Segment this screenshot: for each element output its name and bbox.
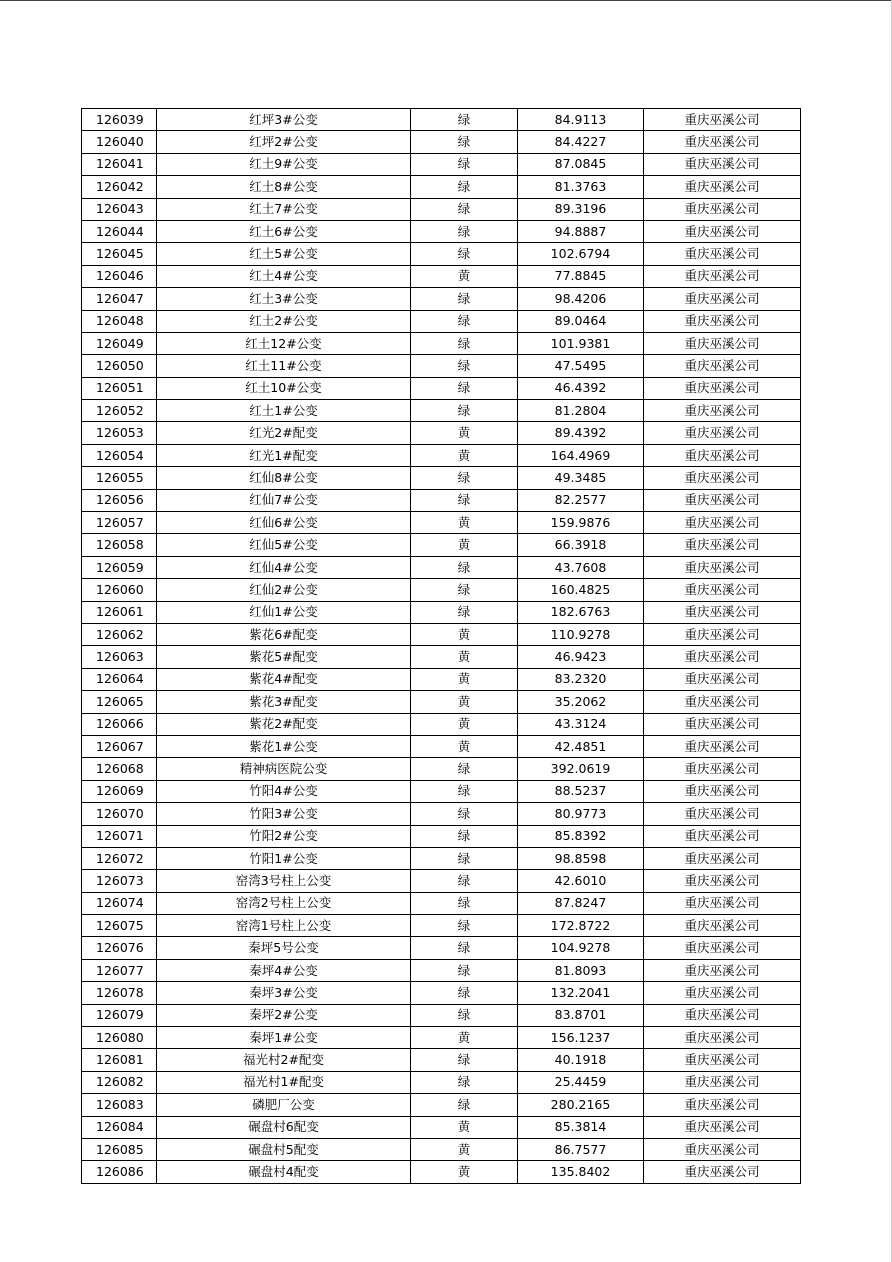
id-cell: 126049	[82, 332, 157, 354]
company-cell: 重庆巫溪公司	[644, 847, 801, 869]
value-cell: 42.6010	[518, 870, 644, 892]
transformer-name-cell: 红土9#公变	[157, 153, 411, 175]
page-top-border	[0, 0, 892, 1]
id-cell: 126076	[82, 937, 157, 959]
status-color-cell: 黄	[411, 646, 518, 668]
value-cell: 94.8887	[518, 220, 644, 242]
table-row	[82, 803, 801, 825]
company-cell: 重庆巫溪公司	[644, 265, 801, 287]
company-cell: 重庆巫溪公司	[644, 1049, 801, 1071]
transformer-name-cell: 红土6#公变	[157, 220, 411, 242]
transformer-name-cell: 福光村2#配变	[157, 1049, 411, 1071]
transformer-name-cell: 紫花5#配变	[157, 646, 411, 668]
company-cell: 重庆巫溪公司	[644, 377, 801, 399]
value-cell: 101.9381	[518, 332, 644, 354]
company-cell: 重庆巫溪公司	[644, 668, 801, 690]
table-row	[82, 691, 801, 713]
id-cell: 126044	[82, 220, 157, 242]
value-cell: 182.6763	[518, 601, 644, 623]
id-cell: 126067	[82, 735, 157, 757]
status-color-cell: 绿	[411, 1071, 518, 1093]
id-cell: 126052	[82, 400, 157, 422]
company-cell: 重庆巫溪公司	[644, 332, 801, 354]
company-cell: 重庆巫溪公司	[644, 579, 801, 601]
id-cell: 126070	[82, 803, 157, 825]
table-row	[82, 556, 801, 578]
status-color-cell: 绿	[411, 377, 518, 399]
value-cell: 172.8722	[518, 915, 644, 937]
status-color-cell: 黄	[411, 623, 518, 645]
table-row	[82, 623, 801, 645]
company-cell: 重庆巫溪公司	[644, 1004, 801, 1026]
table-row	[82, 1094, 801, 1116]
id-cell: 126039	[82, 109, 157, 131]
value-cell: 66.3918	[518, 534, 644, 556]
status-color-cell: 绿	[411, 332, 518, 354]
status-color-cell: 绿	[411, 467, 518, 489]
id-cell: 126053	[82, 422, 157, 444]
transformer-name-cell: 窑湾3号柱上公变	[157, 870, 411, 892]
id-cell: 126077	[82, 959, 157, 981]
status-color-cell: 绿	[411, 556, 518, 578]
table-row	[82, 847, 801, 869]
table-row	[82, 1161, 801, 1183]
table-row	[82, 1071, 801, 1093]
id-cell: 126081	[82, 1049, 157, 1071]
id-cell: 126064	[82, 668, 157, 690]
company-cell: 重庆巫溪公司	[644, 1071, 801, 1093]
id-cell: 126059	[82, 556, 157, 578]
table-row	[82, 1138, 801, 1160]
id-cell: 126048	[82, 310, 157, 332]
status-color-cell: 绿	[411, 758, 518, 780]
id-cell: 126061	[82, 601, 157, 623]
value-cell: 164.4969	[518, 444, 644, 466]
id-cell: 126050	[82, 355, 157, 377]
id-cell: 126057	[82, 512, 157, 534]
table-row	[82, 422, 801, 444]
company-cell: 重庆巫溪公司	[644, 534, 801, 556]
table-body	[82, 109, 801, 1184]
id-cell: 126072	[82, 847, 157, 869]
id-cell: 126060	[82, 579, 157, 601]
transformer-name-cell: 紫花3#配变	[157, 691, 411, 713]
company-cell: 重庆巫溪公司	[644, 915, 801, 937]
status-color-cell: 绿	[411, 847, 518, 869]
transformer-name-cell: 红仙6#公变	[157, 512, 411, 534]
company-cell: 重庆巫溪公司	[644, 444, 801, 466]
company-cell: 重庆巫溪公司	[644, 109, 801, 131]
status-color-cell: 黄	[411, 534, 518, 556]
transformer-name-cell: 红土10#公变	[157, 377, 411, 399]
status-color-cell: 绿	[411, 959, 518, 981]
id-cell: 126073	[82, 870, 157, 892]
company-cell: 重庆巫溪公司	[644, 982, 801, 1004]
status-color-cell: 黄	[411, 691, 518, 713]
table-row	[82, 1049, 801, 1071]
transformer-name-cell: 紫花6#配变	[157, 623, 411, 645]
table-row	[82, 735, 801, 757]
transformer-name-cell: 红土5#公变	[157, 243, 411, 265]
id-cell: 126079	[82, 1004, 157, 1026]
status-color-cell: 绿	[411, 176, 518, 198]
value-cell: 88.5237	[518, 780, 644, 802]
value-cell: 81.2804	[518, 400, 644, 422]
table-row	[82, 870, 801, 892]
company-cell: 重庆巫溪公司	[644, 400, 801, 422]
status-color-cell: 绿	[411, 243, 518, 265]
value-cell: 135.8402	[518, 1161, 644, 1183]
table-row	[82, 959, 801, 981]
value-cell: 89.3196	[518, 198, 644, 220]
transformer-name-cell: 红仙4#公变	[157, 556, 411, 578]
table-row	[82, 937, 801, 959]
status-color-cell: 绿	[411, 803, 518, 825]
table-row	[82, 780, 801, 802]
transformer-name-cell: 碾盘村6配变	[157, 1116, 411, 1138]
value-cell: 156.1237	[518, 1027, 644, 1049]
status-color-cell: 绿	[411, 131, 518, 153]
value-cell: 98.8598	[518, 847, 644, 869]
table-row	[82, 915, 801, 937]
transformer-name-cell: 紫花2#配变	[157, 713, 411, 735]
value-cell: 132.2041	[518, 982, 644, 1004]
company-cell: 重庆巫溪公司	[644, 1161, 801, 1183]
company-cell: 重庆巫溪公司	[644, 892, 801, 914]
status-color-cell: 绿	[411, 982, 518, 1004]
id-cell: 126065	[82, 691, 157, 713]
transformer-name-cell: 红光2#配变	[157, 422, 411, 444]
company-cell: 重庆巫溪公司	[644, 758, 801, 780]
id-cell: 126055	[82, 467, 157, 489]
transformer-name-cell: 红仙7#公变	[157, 489, 411, 511]
status-color-cell: 绿	[411, 892, 518, 914]
id-cell: 126075	[82, 915, 157, 937]
company-cell: 重庆巫溪公司	[644, 691, 801, 713]
transformer-name-cell: 红土3#公变	[157, 288, 411, 310]
value-cell: 159.9876	[518, 512, 644, 534]
company-cell: 重庆巫溪公司	[644, 176, 801, 198]
id-cell: 126082	[82, 1071, 157, 1093]
transformer-name-cell: 红土12#公变	[157, 332, 411, 354]
value-cell: 102.6794	[518, 243, 644, 265]
transformer-name-cell: 红仙5#公变	[157, 534, 411, 556]
value-cell: 43.3124	[518, 713, 644, 735]
status-color-cell: 黄	[411, 512, 518, 534]
status-color-cell: 绿	[411, 489, 518, 511]
status-color-cell: 绿	[411, 1094, 518, 1116]
company-cell: 重庆巫溪公司	[644, 220, 801, 242]
company-cell: 重庆巫溪公司	[644, 198, 801, 220]
company-cell: 重庆巫溪公司	[644, 803, 801, 825]
transformer-name-cell: 红仙8#公变	[157, 467, 411, 489]
table-row	[82, 131, 801, 153]
transformer-name-cell: 秦坪3#公变	[157, 982, 411, 1004]
table-row	[82, 153, 801, 175]
id-cell: 126068	[82, 758, 157, 780]
status-color-cell: 绿	[411, 109, 518, 131]
company-cell: 重庆巫溪公司	[644, 1138, 801, 1160]
table-row	[82, 512, 801, 534]
table-row	[82, 489, 801, 511]
value-cell: 35.2062	[518, 691, 644, 713]
value-cell: 84.9113	[518, 109, 644, 131]
value-cell: 160.4825	[518, 579, 644, 601]
company-cell: 重庆巫溪公司	[644, 131, 801, 153]
transformer-name-cell: 红土7#公变	[157, 198, 411, 220]
value-cell: 89.4392	[518, 422, 644, 444]
company-cell: 重庆巫溪公司	[644, 153, 801, 175]
company-cell: 重庆巫溪公司	[644, 937, 801, 959]
table-row	[82, 825, 801, 847]
status-color-cell: 黄	[411, 668, 518, 690]
value-cell: 49.3485	[518, 467, 644, 489]
status-color-cell: 绿	[411, 1004, 518, 1026]
transformer-name-cell: 竹阳3#公变	[157, 803, 411, 825]
transformer-name-cell: 红土11#公变	[157, 355, 411, 377]
value-cell: 81.3763	[518, 176, 644, 198]
value-cell: 89.0464	[518, 310, 644, 332]
transformer-name-cell: 碾盘村5配变	[157, 1138, 411, 1160]
status-color-cell: 黄	[411, 444, 518, 466]
status-color-cell: 绿	[411, 915, 518, 937]
value-cell: 82.2577	[518, 489, 644, 511]
id-cell: 126084	[82, 1116, 157, 1138]
status-color-cell: 黄	[411, 1161, 518, 1183]
status-color-cell: 绿	[411, 1049, 518, 1071]
id-cell: 126046	[82, 265, 157, 287]
id-cell: 126074	[82, 892, 157, 914]
id-cell: 126066	[82, 713, 157, 735]
value-cell: 25.4459	[518, 1071, 644, 1093]
id-cell: 126080	[82, 1027, 157, 1049]
id-cell: 126051	[82, 377, 157, 399]
status-color-cell: 绿	[411, 310, 518, 332]
transformer-name-cell: 红仙1#公变	[157, 601, 411, 623]
company-cell: 重庆巫溪公司	[644, 467, 801, 489]
value-cell: 84.4227	[518, 131, 644, 153]
table-row	[82, 310, 801, 332]
value-cell: 85.8392	[518, 825, 644, 847]
transformer-name-cell: 秦坪1#公变	[157, 1027, 411, 1049]
value-cell: 83.8701	[518, 1004, 644, 1026]
company-cell: 重庆巫溪公司	[644, 825, 801, 847]
status-color-cell: 绿	[411, 288, 518, 310]
status-color-cell: 黄	[411, 1027, 518, 1049]
company-cell: 重庆巫溪公司	[644, 512, 801, 534]
value-cell: 77.8845	[518, 265, 644, 287]
value-cell: 40.1918	[518, 1049, 644, 1071]
transformer-name-cell: 红土8#公变	[157, 176, 411, 198]
id-cell: 126056	[82, 489, 157, 511]
company-cell: 重庆巫溪公司	[644, 243, 801, 265]
status-color-cell: 绿	[411, 825, 518, 847]
company-cell: 重庆巫溪公司	[644, 601, 801, 623]
table-row	[82, 467, 801, 489]
value-cell: 280.2165	[518, 1094, 644, 1116]
transformer-name-cell: 秦坪4#公变	[157, 959, 411, 981]
value-cell: 46.9423	[518, 646, 644, 668]
company-cell: 重庆巫溪公司	[644, 422, 801, 444]
transformer-name-cell: 竹阳4#公变	[157, 780, 411, 802]
transformer-name-cell: 竹阳1#公变	[157, 847, 411, 869]
id-cell: 126063	[82, 646, 157, 668]
value-cell: 80.9773	[518, 803, 644, 825]
value-cell: 47.5495	[518, 355, 644, 377]
id-cell: 126086	[82, 1161, 157, 1183]
status-color-cell: 黄	[411, 422, 518, 444]
transformer-name-cell: 精神病医院公变	[157, 758, 411, 780]
status-color-cell: 绿	[411, 198, 518, 220]
status-color-cell: 黄	[411, 735, 518, 757]
table-row	[82, 892, 801, 914]
company-cell: 重庆巫溪公司	[644, 870, 801, 892]
company-cell: 重庆巫溪公司	[644, 1116, 801, 1138]
table-row	[82, 758, 801, 780]
value-cell: 98.4206	[518, 288, 644, 310]
id-cell: 126045	[82, 243, 157, 265]
value-cell: 46.4392	[518, 377, 644, 399]
transformer-name-cell: 竹阳2#公变	[157, 825, 411, 847]
status-color-cell: 黄	[411, 1138, 518, 1160]
transformer-name-cell: 红土1#公变	[157, 400, 411, 422]
id-cell: 126078	[82, 982, 157, 1004]
transformer-name-cell: 红坪3#公变	[157, 109, 411, 131]
id-cell: 126041	[82, 153, 157, 175]
id-cell: 126085	[82, 1138, 157, 1160]
status-color-cell: 绿	[411, 780, 518, 802]
table-row	[82, 1004, 801, 1026]
table-row	[82, 198, 801, 220]
value-cell: 43.7608	[518, 556, 644, 578]
transformer-name-cell: 红土2#公变	[157, 310, 411, 332]
value-cell: 85.3814	[518, 1116, 644, 1138]
table-row	[82, 579, 801, 601]
company-cell: 重庆巫溪公司	[644, 288, 801, 310]
table-row	[82, 400, 801, 422]
id-cell: 126083	[82, 1094, 157, 1116]
value-cell: 87.0845	[518, 153, 644, 175]
table-row	[82, 176, 801, 198]
transformer-name-cell: 秦坪2#公变	[157, 1004, 411, 1026]
transformer-name-cell: 红坪2#公变	[157, 131, 411, 153]
table-row	[82, 1116, 801, 1138]
transformer-name-cell: 磷肥厂公变	[157, 1094, 411, 1116]
transformer-name-cell: 红光1#配变	[157, 444, 411, 466]
company-cell: 重庆巫溪公司	[644, 489, 801, 511]
status-color-cell: 绿	[411, 153, 518, 175]
status-color-cell: 黄	[411, 713, 518, 735]
id-cell: 126069	[82, 780, 157, 802]
transformer-name-cell: 窑湾2号柱上公变	[157, 892, 411, 914]
value-cell: 104.9278	[518, 937, 644, 959]
company-cell: 重庆巫溪公司	[644, 355, 801, 377]
id-cell: 126054	[82, 444, 157, 466]
company-cell: 重庆巫溪公司	[644, 623, 801, 645]
id-cell: 126040	[82, 131, 157, 153]
transformer-name-cell: 窑湾1号柱上公变	[157, 915, 411, 937]
table-row	[82, 668, 801, 690]
transformer-data-table	[81, 108, 801, 1184]
table-row	[82, 534, 801, 556]
status-color-cell: 绿	[411, 937, 518, 959]
company-cell: 重庆巫溪公司	[644, 646, 801, 668]
table-row	[82, 601, 801, 623]
table-row	[82, 982, 801, 1004]
transformer-name-cell: 紫花4#配变	[157, 668, 411, 690]
transformer-name-cell: 碾盘村4配变	[157, 1161, 411, 1183]
table-row	[82, 332, 801, 354]
id-cell: 126071	[82, 825, 157, 847]
table-row	[82, 265, 801, 287]
table-row	[82, 243, 801, 265]
value-cell: 110.9278	[518, 623, 644, 645]
transformer-name-cell: 紫花1#公变	[157, 735, 411, 757]
value-cell: 42.4851	[518, 735, 644, 757]
company-cell: 重庆巫溪公司	[644, 310, 801, 332]
company-cell: 重庆巫溪公司	[644, 713, 801, 735]
status-color-cell: 绿	[411, 579, 518, 601]
transformer-name-cell: 秦坪5号公变	[157, 937, 411, 959]
value-cell: 81.8093	[518, 959, 644, 981]
company-cell: 重庆巫溪公司	[644, 735, 801, 757]
company-cell: 重庆巫溪公司	[644, 1094, 801, 1116]
value-cell: 83.2320	[518, 668, 644, 690]
table-row	[82, 1027, 801, 1049]
table-row	[82, 288, 801, 310]
company-cell: 重庆巫溪公司	[644, 1027, 801, 1049]
value-cell: 87.8247	[518, 892, 644, 914]
company-cell: 重庆巫溪公司	[644, 556, 801, 578]
transformer-name-cell: 福光村1#配变	[157, 1071, 411, 1093]
table-row	[82, 109, 801, 131]
status-color-cell: 黄	[411, 1116, 518, 1138]
company-cell: 重庆巫溪公司	[644, 780, 801, 802]
id-cell: 126042	[82, 176, 157, 198]
company-cell: 重庆巫溪公司	[644, 959, 801, 981]
table-row	[82, 646, 801, 668]
value-cell: 392.0619	[518, 758, 644, 780]
id-cell: 126058	[82, 534, 157, 556]
status-color-cell: 绿	[411, 355, 518, 377]
id-cell: 126047	[82, 288, 157, 310]
id-cell: 126062	[82, 623, 157, 645]
table-row	[82, 444, 801, 466]
table-row	[82, 377, 801, 399]
status-color-cell: 绿	[411, 870, 518, 892]
status-color-cell: 绿	[411, 400, 518, 422]
id-cell: 126043	[82, 198, 157, 220]
transformer-name-cell: 红仙2#公变	[157, 579, 411, 601]
status-color-cell: 绿	[411, 601, 518, 623]
transformer-name-cell: 红土4#公变	[157, 265, 411, 287]
table-row	[82, 355, 801, 377]
status-color-cell: 绿	[411, 220, 518, 242]
status-color-cell: 黄	[411, 265, 518, 287]
table-row	[82, 713, 801, 735]
value-cell: 86.7577	[518, 1138, 644, 1160]
table-row	[82, 220, 801, 242]
